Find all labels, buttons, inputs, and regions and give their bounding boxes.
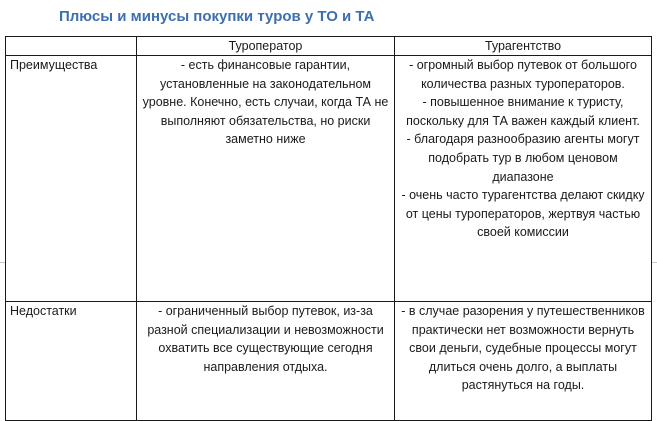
table-header-row (6, 37, 652, 56)
cell-agency-advantages (395, 56, 652, 302)
header-cell-operator: Туроператор (137, 37, 395, 56)
cell-operator-disadvantages (137, 302, 395, 421)
operator-advantage-item: - есть финансовые гарантии, установленные на законодательном уровне. Конечно, есть случаи, когда ТА не выполняют обязательства, но риски заметно ниже (142, 58, 389, 147)
table-row-disadvantages (6, 302, 652, 421)
cell-operator-advantages (137, 56, 395, 302)
header-cell-empty (6, 37, 137, 56)
row-label-advantages: Преимущества (6, 56, 137, 302)
operator-disadvantage-item: - ограниченный выбор путевок, из-за разной специализации и невозможности охватить все существующие сегодня направления отдыха. (147, 304, 384, 374)
agency-advantage-item: - повышенное внимание к туристу, поскольку для ТА важен каждый клиент. (406, 95, 640, 128)
agency-advantage-item: - огромный выбор путевок от большого количества разных туроператоров. (409, 58, 637, 91)
table-row-advantages (6, 56, 652, 302)
cell-agency-disadvantages (395, 302, 652, 421)
agency-disadvantage-item: - в случае разорения у путешественников практически нет возможности вернуть свои деньги, судебные процессы могут длиться очень долго, а выплаты растянуться на годы. (401, 304, 645, 393)
agency-advantage-item: - очень часто турагентства делают скидку от цены туроператоров, жертвуя частью своей комиссии (401, 188, 645, 240)
agency-advantage-item: - благодаря разнообразию агенты могут подобрать тур в любом ценовом диапазоне (406, 132, 640, 184)
document-title: Плюсы и минусы покупки туров у ТО и ТА (59, 8, 375, 25)
row-label-disadvantages: Недостатки (6, 302, 137, 421)
comparison-table (5, 36, 652, 421)
header-cell-agency: Турагентство (395, 37, 652, 56)
